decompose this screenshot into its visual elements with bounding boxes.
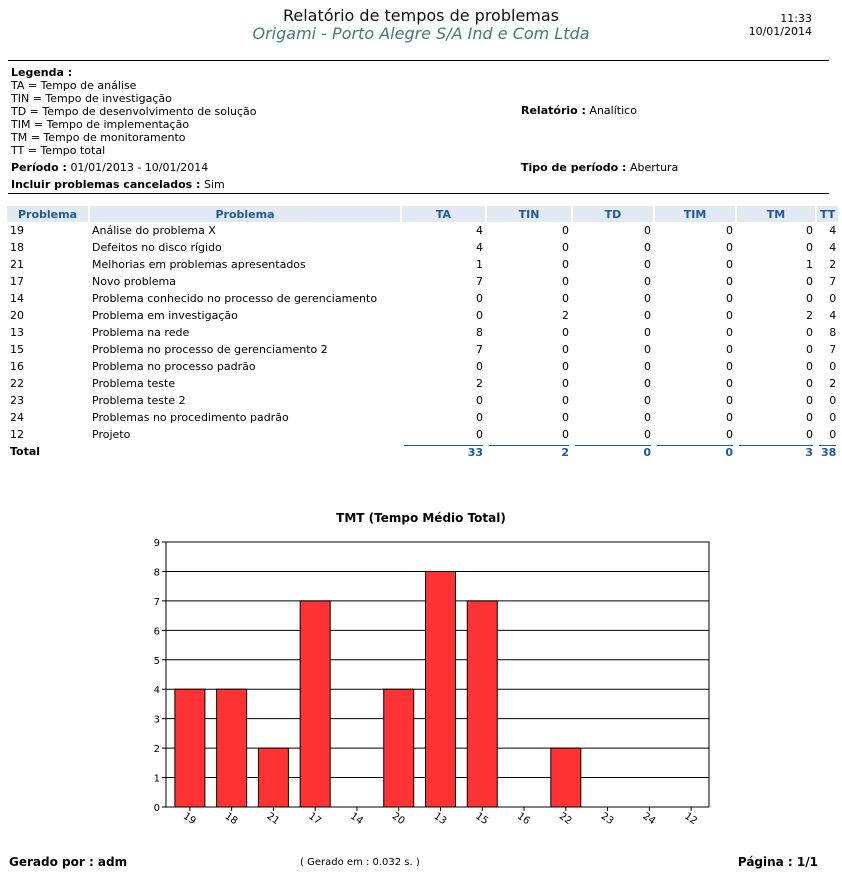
cell-problem: Problema teste 2 xyxy=(92,394,186,407)
report-time: 11:33 xyxy=(780,12,812,25)
table-row xyxy=(7,426,839,443)
x-tick-label: 23 xyxy=(598,810,616,828)
x-tick-label: 17 xyxy=(306,810,323,828)
cell-id: 23 xyxy=(10,394,24,407)
cell-problem: Problema em investigação xyxy=(92,309,238,322)
col-header-tim: TIM xyxy=(654,206,736,222)
x-tick-label: 19 xyxy=(180,810,198,828)
cell-tin: 0 xyxy=(562,428,569,441)
cell-tim: 0 xyxy=(726,258,733,271)
y-tick-label: 9 xyxy=(153,538,160,549)
cell-tim: 0 xyxy=(726,377,733,390)
cell-id: 22 xyxy=(10,377,24,390)
cell-tim: 0 xyxy=(726,428,733,441)
period-filter xyxy=(11,161,208,174)
cell-id: 24 xyxy=(10,411,24,424)
bar xyxy=(384,689,414,807)
cell-problem: Problema conhecido no processo de gerenciamento xyxy=(92,292,378,305)
total-value: 0 xyxy=(657,445,733,459)
cancelled-label: Incluir problemas cancelados : xyxy=(11,178,201,191)
total-ta xyxy=(401,443,486,460)
col-header-tm: TM xyxy=(736,206,816,222)
legend-item: TIM = Tempo de implementação xyxy=(11,118,190,131)
total-label: Total xyxy=(10,445,41,458)
period-type-label: Tipo de período : xyxy=(521,161,627,174)
cell-problem: Problema teste xyxy=(92,377,176,390)
cell-tm: 0 xyxy=(806,360,813,373)
table-header-row xyxy=(7,206,839,222)
legend-title: Legenda : xyxy=(11,66,73,79)
total-tm xyxy=(736,443,816,460)
cell-tin: 2 xyxy=(562,309,569,322)
cell-ta: 0 xyxy=(476,411,483,424)
x-tick-label: 15 xyxy=(473,810,491,828)
col-header-tt: TT xyxy=(816,206,839,222)
x-tick-label: 20 xyxy=(389,810,407,828)
cell-tt: 7 xyxy=(829,275,837,288)
cell-td: 0 xyxy=(644,309,651,322)
total-value: 3 xyxy=(739,445,813,459)
generation-time: ( Gerado em : 0.032 s. ) xyxy=(300,857,420,868)
total-tin xyxy=(486,443,572,460)
cell-id: 20 xyxy=(10,309,24,322)
cell-tin: 0 xyxy=(562,224,569,237)
total-value: 38 xyxy=(820,445,837,459)
cell-tm: 0 xyxy=(806,241,813,254)
cell-tt: 2 xyxy=(829,377,837,390)
cell-td: 0 xyxy=(644,292,651,305)
cell-tim: 0 xyxy=(726,394,733,407)
table-row xyxy=(7,375,839,392)
total-value: 0 xyxy=(575,445,651,459)
cell-problem: Problema na rede xyxy=(92,326,190,339)
cell-id: 18 xyxy=(10,241,24,254)
cell-td: 0 xyxy=(644,258,651,271)
cell-tin: 0 xyxy=(562,258,569,271)
cell-tim: 0 xyxy=(726,326,733,339)
cell-tt: 4 xyxy=(829,241,837,254)
cell-ta: 0 xyxy=(476,394,483,407)
cell-id: 17 xyxy=(10,275,24,288)
legend-item: TIN = Tempo de investigação xyxy=(11,92,172,105)
chart-title: TMT (Tempo Médio Total) xyxy=(336,511,506,525)
cell-id: 16 xyxy=(10,360,24,373)
cell-problem: Projeto xyxy=(92,428,131,441)
cell-td: 0 xyxy=(644,360,651,373)
cell-id: 12 xyxy=(10,428,24,441)
report-type-value: Analítico xyxy=(589,104,637,117)
x-tick-label: 16 xyxy=(515,810,532,828)
report-type xyxy=(521,104,637,117)
cell-tt: 0 xyxy=(829,394,837,407)
cell-tin: 0 xyxy=(562,326,569,339)
cell-tt: 4 xyxy=(829,224,837,237)
x-tick-label: 22 xyxy=(556,810,574,828)
period-type-filter xyxy=(521,161,678,174)
y-tick-label: 6 xyxy=(153,626,160,638)
table-row xyxy=(7,324,839,341)
table-row xyxy=(7,222,839,239)
cell-problem: Problema no processo de gerenciamento 2 xyxy=(92,343,328,356)
cell-tim: 0 xyxy=(726,309,733,322)
bar xyxy=(258,748,288,807)
x-tick-label: 18 xyxy=(222,810,240,828)
cell-tm: 0 xyxy=(806,224,813,237)
table-row xyxy=(7,290,839,307)
cell-tin: 0 xyxy=(562,360,569,373)
table-row xyxy=(7,341,839,358)
cell-tim: 0 xyxy=(726,411,733,424)
cell-td: 0 xyxy=(644,241,651,254)
cell-tin: 0 xyxy=(562,292,569,305)
col-header-td: TD xyxy=(572,206,654,222)
report-datetime xyxy=(749,12,812,38)
period-type-value: Abertura xyxy=(629,161,679,174)
table-row xyxy=(7,409,839,426)
cell-tin: 0 xyxy=(562,411,569,424)
cell-tin: 0 xyxy=(562,377,569,390)
legend-item: TD = Tempo de desenvolvimento de solução xyxy=(11,105,257,118)
cell-tim: 0 xyxy=(726,292,733,305)
table-row xyxy=(7,358,839,375)
cell-td: 0 xyxy=(644,343,651,356)
col-header-problem: Problema xyxy=(89,206,401,222)
cell-id: 19 xyxy=(10,224,24,237)
cell-tt: 0 xyxy=(829,360,837,373)
cell-tin: 0 xyxy=(562,394,569,407)
cell-tm: 0 xyxy=(806,394,813,407)
cell-tt: 4 xyxy=(829,309,837,322)
y-tick-label: 8 xyxy=(153,567,160,579)
cell-tt: 0 xyxy=(829,411,837,424)
cell-tim: 0 xyxy=(726,241,733,254)
cell-td: 0 xyxy=(644,224,651,237)
legend-item: TA = Tempo de análise xyxy=(11,79,137,92)
cell-tt: 2 xyxy=(829,258,837,271)
y-tick-label: 2 xyxy=(153,744,160,756)
filters-divider xyxy=(8,193,829,194)
cell-ta: 0 xyxy=(476,428,483,441)
cell-tm: 0 xyxy=(806,428,813,441)
cell-id: 15 xyxy=(10,343,24,356)
y-tick-label: 7 xyxy=(153,596,160,608)
company-name: Origami - Porto Alegre S/A Ind e Com Ltda xyxy=(252,24,590,43)
cell-id: 14 xyxy=(10,292,24,305)
legend-item: TM = Tempo de monitoramento xyxy=(11,131,186,144)
cell-ta: 7 xyxy=(476,343,483,356)
period-label: Período : xyxy=(11,161,67,174)
cell-problem: Análise do problema X xyxy=(92,224,216,237)
y-tick-label: 1 xyxy=(153,773,160,785)
cell-tim: 0 xyxy=(726,360,733,373)
cell-tm: 1 xyxy=(806,258,813,271)
cell-td: 0 xyxy=(644,411,651,424)
cell-td: 0 xyxy=(644,428,651,441)
total-tim xyxy=(654,443,736,460)
bar xyxy=(467,601,497,807)
cell-problem: Novo problema xyxy=(92,275,176,288)
cell-ta: 4 xyxy=(476,224,483,237)
generated-by: Gerado por : adm xyxy=(9,855,128,869)
table-total-row xyxy=(7,443,839,460)
total-value: 2 xyxy=(489,445,569,459)
table-row xyxy=(7,256,839,273)
cell-tm: 0 xyxy=(806,326,813,339)
cell-tm: 0 xyxy=(806,411,813,424)
table-row xyxy=(7,307,839,324)
cell-id: 21 xyxy=(10,258,24,271)
y-tick-label: 3 xyxy=(153,714,160,726)
cell-tm: 0 xyxy=(806,275,813,288)
header-divider xyxy=(8,60,829,61)
bar xyxy=(217,689,247,807)
cell-problem: Problemas no procedimento padrão xyxy=(92,411,289,424)
cell-ta: 7 xyxy=(476,275,483,288)
report-title: Relatório de tempos de problemas xyxy=(282,6,560,25)
table-row xyxy=(7,239,839,256)
x-tick-label: 14 xyxy=(348,810,365,828)
x-tick-label: 24 xyxy=(640,810,658,828)
cancelled-value: Sim xyxy=(203,178,225,191)
cell-tin: 0 xyxy=(562,343,569,356)
cell-ta: 8 xyxy=(476,326,483,339)
cell-ta: 2 xyxy=(476,377,483,390)
col-header-id: Problema xyxy=(7,206,89,222)
table-row xyxy=(7,273,839,290)
period-value: 01/01/2013 - 10/01/2014 xyxy=(70,161,209,174)
y-tick-label: 4 xyxy=(153,685,160,697)
cancelled-filter xyxy=(11,178,225,191)
total-spacer xyxy=(89,443,401,460)
cell-problem: Melhorias em problemas apresentados xyxy=(92,258,306,271)
report-type-label: Relatório : xyxy=(521,104,586,117)
cell-tim: 0 xyxy=(726,275,733,288)
legend-item: TT = Tempo total xyxy=(11,144,106,157)
cell-tt: 0 xyxy=(829,292,837,305)
cell-ta: 4 xyxy=(476,241,483,254)
y-tick-label: 0 xyxy=(153,803,160,814)
bar xyxy=(300,601,330,807)
total-value: 33 xyxy=(404,445,483,459)
cell-tin: 0 xyxy=(562,241,569,254)
y-tick-label: 5 xyxy=(153,655,160,667)
bar xyxy=(551,748,581,807)
cell-ta: 0 xyxy=(476,360,483,373)
cell-tm: 2 xyxy=(806,309,813,322)
cell-tm: 0 xyxy=(806,292,813,305)
bar xyxy=(426,571,456,807)
tmt-bar-chart xyxy=(140,530,730,830)
cell-tt: 0 xyxy=(829,428,837,441)
cell-td: 0 xyxy=(644,394,651,407)
problem-times-table xyxy=(7,206,840,460)
table-row xyxy=(7,392,839,409)
page-number: Página : 1/1 xyxy=(737,855,818,869)
cell-ta: 0 xyxy=(476,292,483,305)
bar xyxy=(175,689,205,807)
x-tick-label: 21 xyxy=(264,810,282,828)
cell-td: 0 xyxy=(644,377,651,390)
legend xyxy=(11,66,257,157)
cell-problem: Defeitos no disco rígido xyxy=(92,241,222,254)
cell-ta: 1 xyxy=(476,258,483,271)
x-tick-label: 13 xyxy=(431,810,449,828)
report-date: 10/01/2014 xyxy=(748,25,812,38)
total-tt xyxy=(816,443,839,460)
cell-ta: 0 xyxy=(476,309,483,322)
cell-id: 13 xyxy=(10,326,24,339)
col-header-ta: TA xyxy=(401,206,486,222)
cell-tt: 8 xyxy=(829,326,837,339)
total-td xyxy=(572,443,654,460)
cell-tm: 0 xyxy=(806,343,813,356)
cell-tm: 0 xyxy=(806,377,813,390)
col-header-tin: TIN xyxy=(486,206,572,222)
cell-td: 0 xyxy=(644,326,651,339)
cell-tim: 0 xyxy=(726,224,733,237)
cell-tin: 0 xyxy=(562,275,569,288)
x-tick-label: 12 xyxy=(682,810,699,828)
cell-tt: 7 xyxy=(829,343,837,356)
cell-problem: Problema no processo padrão xyxy=(92,360,256,373)
cell-td: 0 xyxy=(644,275,651,288)
cell-tim: 0 xyxy=(726,343,733,356)
